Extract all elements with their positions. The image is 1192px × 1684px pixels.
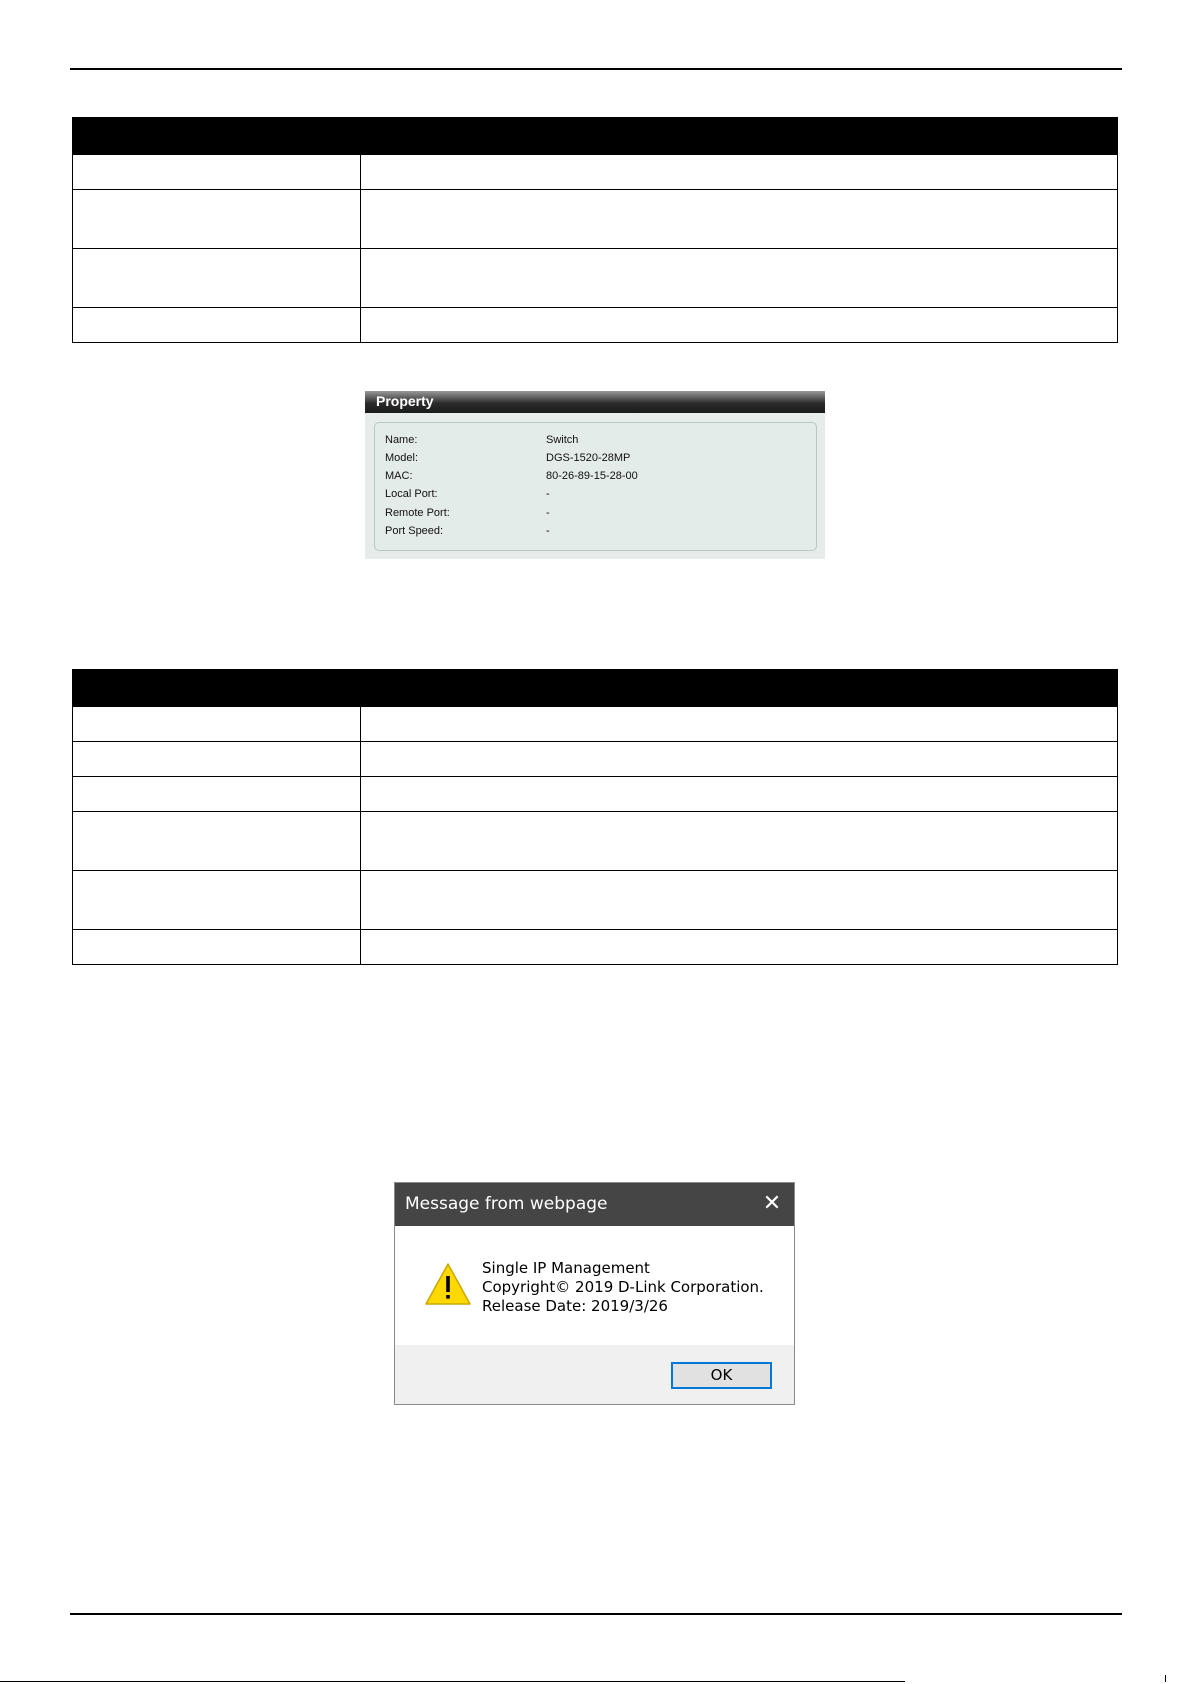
table-cell bbox=[73, 249, 361, 308]
table-cell bbox=[361, 155, 1118, 190]
table-cell bbox=[361, 249, 1118, 308]
table-header-row bbox=[73, 118, 1118, 155]
table-header-row bbox=[73, 670, 1118, 707]
table-cell bbox=[73, 155, 361, 190]
property-value: Switch bbox=[546, 434, 579, 446]
property-label: Model: bbox=[385, 452, 419, 464]
dialog-message-line: Copyright© 2019 D-Link Corporation. bbox=[482, 1278, 764, 1296]
table-cell bbox=[361, 930, 1118, 965]
parameter-table-1 bbox=[72, 117, 1118, 343]
property-value: 80-26-89-15-28-00 bbox=[546, 470, 638, 482]
parameter-table-2 bbox=[72, 669, 1118, 965]
property-value: - bbox=[546, 488, 550, 500]
table-cell bbox=[361, 871, 1118, 930]
table-row bbox=[73, 707, 1118, 742]
property-label: MAC: bbox=[385, 470, 413, 482]
warning-icon bbox=[424, 1262, 472, 1306]
dialog-title: Message from webpage bbox=[405, 1194, 608, 1214]
property-value: DGS-1520-28MP bbox=[546, 452, 631, 464]
property-title: Property bbox=[376, 393, 434, 409]
table-cell bbox=[73, 707, 361, 742]
property-box bbox=[374, 422, 817, 551]
table-cell bbox=[73, 308, 361, 343]
table-cell bbox=[73, 871, 361, 930]
property-label: Name: bbox=[385, 434, 418, 446]
table-cell bbox=[73, 812, 361, 871]
table-cell bbox=[361, 742, 1118, 777]
table-row bbox=[73, 777, 1118, 812]
table-cell bbox=[73, 930, 361, 965]
table-cell bbox=[73, 190, 361, 249]
table-row bbox=[73, 190, 1118, 249]
property-value: - bbox=[546, 507, 550, 519]
dialog-message-line: Single IP Management bbox=[482, 1259, 650, 1277]
table-row bbox=[73, 812, 1118, 871]
header-cell bbox=[361, 118, 1118, 155]
table-row bbox=[73, 155, 1118, 190]
table-row bbox=[73, 308, 1118, 343]
table-row bbox=[73, 249, 1118, 308]
page-bottom-line bbox=[0, 1681, 905, 1682]
header-cell bbox=[73, 118, 361, 155]
table-cell bbox=[361, 812, 1118, 871]
header-cell bbox=[361, 670, 1118, 707]
dialog-message-line: Release Date: 2019/3/26 bbox=[482, 1297, 668, 1315]
page-corner-mark bbox=[1165, 1675, 1166, 1682]
property-header bbox=[365, 391, 825, 413]
table-cell bbox=[73, 742, 361, 777]
dialog-message bbox=[482, 1259, 764, 1316]
header-cell bbox=[73, 670, 361, 707]
dialog-footer bbox=[395, 1345, 794, 1404]
message-dialog bbox=[394, 1182, 795, 1405]
table-row bbox=[73, 742, 1118, 777]
table-cell bbox=[361, 308, 1118, 343]
ok-button[interactable]: OK bbox=[671, 1362, 772, 1389]
table-row bbox=[73, 871, 1118, 930]
table-cell bbox=[361, 777, 1118, 812]
close-icon[interactable]: ✕ bbox=[762, 1191, 782, 1216]
property-label: Port Speed: bbox=[385, 525, 444, 537]
property-label: Local Port: bbox=[385, 488, 438, 500]
footer-rule bbox=[70, 1613, 1122, 1615]
property-panel bbox=[365, 391, 825, 559]
property-label: Remote Port: bbox=[385, 507, 450, 519]
table-cell bbox=[73, 777, 361, 812]
header-rule bbox=[70, 68, 1122, 70]
property-value: - bbox=[546, 525, 550, 537]
table-cell bbox=[361, 707, 1118, 742]
table-row bbox=[73, 930, 1118, 965]
table-cell bbox=[361, 190, 1118, 249]
dialog-titlebar[interactable] bbox=[395, 1183, 794, 1226]
